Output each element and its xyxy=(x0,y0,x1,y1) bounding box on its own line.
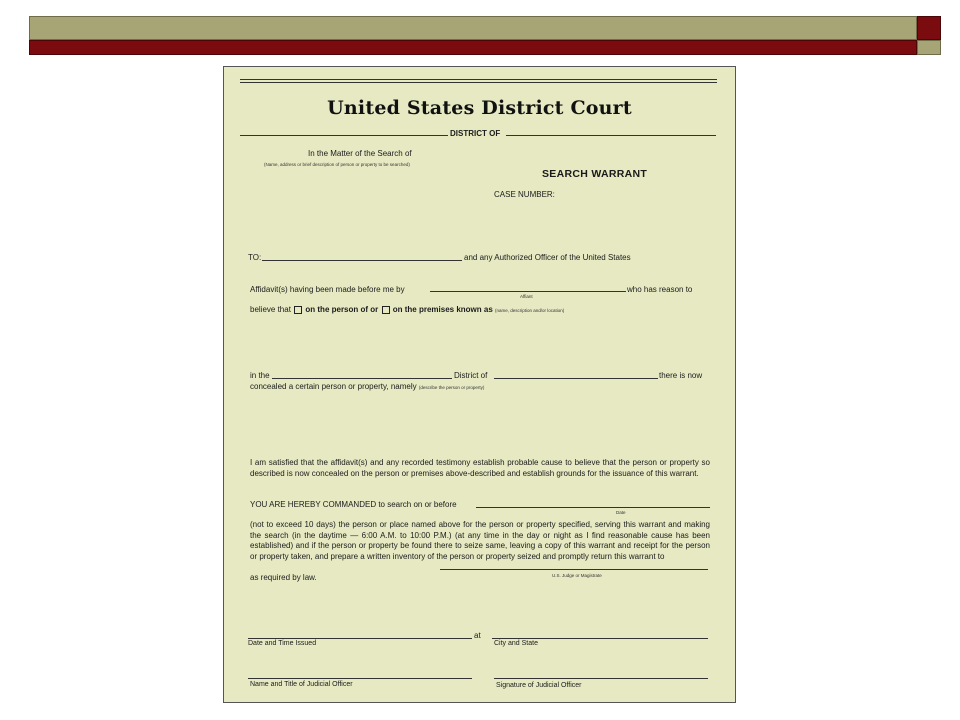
to-line xyxy=(262,260,462,261)
affiant-label: Affiant xyxy=(520,294,533,299)
option-premises: on the premises known as xyxy=(392,305,493,314)
officer-name-line xyxy=(248,678,472,679)
concealed-line xyxy=(250,382,484,391)
court-title: United States District Court xyxy=(327,97,632,119)
signature-label: Signature of Judicial Officer xyxy=(496,682,582,689)
officer-name-label: Name and Title of Judicial Officer xyxy=(250,681,353,688)
date-time-issued: Date and Time Issued xyxy=(248,640,317,647)
affidavit-prefix: Affidavit(s) having been made before me by xyxy=(250,285,405,294)
in-the-label: in the xyxy=(250,371,270,380)
top-rule-2 xyxy=(240,82,717,83)
matter-hint: (Name, address or brief description of person or property to be searched) xyxy=(264,162,410,167)
date-time-line xyxy=(248,638,472,639)
affiant-line xyxy=(430,291,626,292)
header-square-olive xyxy=(917,40,941,55)
person-checkbox[interactable] xyxy=(294,306,302,314)
matter-label: In the Matter of the Search of xyxy=(308,149,412,158)
premises-checkbox[interactable] xyxy=(382,306,390,314)
option-person: on the person of or xyxy=(305,305,379,314)
there-is-now: there is now xyxy=(659,371,703,380)
signature-line xyxy=(494,678,708,679)
search-warrant-form xyxy=(223,66,736,703)
satisfied-paragraph: I am satisfied that the affidavit(s) and any recorded testimony establish probable cause to believe that the person or property so described is now concealed on the person or premises above-described and establish grounds for the issuance of this warrant. xyxy=(250,458,710,478)
district-line-right xyxy=(506,135,716,136)
in-the-line xyxy=(272,378,452,379)
district-label: DISTRICT OF xyxy=(450,129,501,138)
case-number-label: CASE NUMBER: xyxy=(494,190,555,199)
at-label: at xyxy=(474,631,481,640)
district-of-label: District of xyxy=(454,371,488,380)
concealed-text: concealed a certain person or property, namely xyxy=(250,382,417,391)
to-suffix: and any Authorized Officer of the United States xyxy=(464,253,631,262)
premises-hint: (name, description and/or location) xyxy=(495,308,565,313)
to-label: TO: xyxy=(248,253,262,262)
judge-label: U.S. Judge or Magistrate xyxy=(552,573,602,578)
header-bar-maroon xyxy=(29,40,917,55)
district-of-line xyxy=(494,378,658,379)
affidavit-suffix: who has reason to xyxy=(627,285,693,294)
top-rule xyxy=(240,79,717,80)
as-required: as required by law. xyxy=(250,573,317,582)
city-state-line xyxy=(492,638,708,639)
header-square-maroon xyxy=(917,16,941,40)
concealed-hint: (describe the person or property) xyxy=(418,385,485,390)
form-title: SEARCH WARRANT xyxy=(542,168,648,180)
commanded-line xyxy=(476,507,710,508)
commanded-label: YOU ARE HEREBY COMMANDED to search on or before xyxy=(250,500,457,509)
district-line-left xyxy=(240,135,448,136)
return-to-line xyxy=(440,569,708,570)
date-label: Date xyxy=(616,510,626,515)
believe-prefix: believe that xyxy=(250,305,291,314)
believe-line xyxy=(250,305,564,314)
city-state-label: City and State xyxy=(494,640,538,647)
header-bar-olive xyxy=(29,16,917,40)
command-paragraph: (not to exceed 10 days) the person or place named above for the person or property specified, serving this warrant and making the search (in the daytime — 6:00 A.M. to 10:00 P.M.) (at any time in the day or night as I find reasonable cause has been established) and if the person or property be found there to seize same, leaving a copy of this warrant and receipt for the person or property taken, and prepare a written inventory of the person or property seized and promptly return this warrant to xyxy=(250,520,710,561)
